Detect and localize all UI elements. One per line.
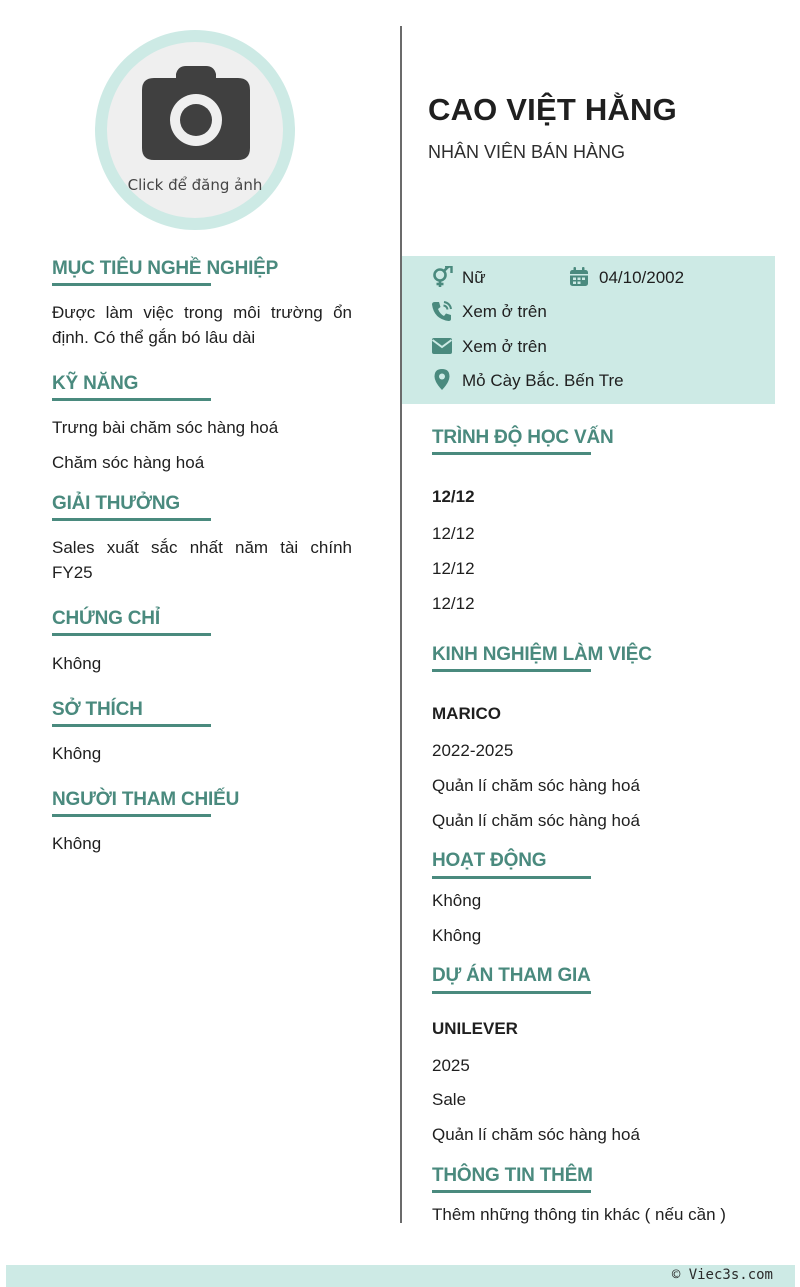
column-divider [400, 26, 402, 1223]
objective-heading: MỤC TIÊU NGHỀ NGHIỆP [52, 258, 279, 279]
photo-caption: Click để đăng ảnh [127, 176, 263, 194]
email-icon [431, 335, 453, 357]
full-name: CAO VIỆT HẰNG [428, 92, 677, 127]
address-value: Mỏ Cày Bắc. Bến Tre [462, 371, 624, 390]
education-school: 12/12 [432, 487, 475, 506]
objective-text: Được làm việc trong môi trường ổn định. Có thể gắn bó lâu dài [52, 303, 352, 347]
certificates-text: Không [52, 654, 102, 673]
contact-panel [402, 256, 775, 404]
camera-icon [142, 66, 250, 162]
location-icon [431, 368, 453, 390]
skill-item: Chăm sóc hàng hoá [52, 453, 205, 472]
avatar-photo [95, 30, 295, 230]
section-underline [52, 814, 211, 817]
references-heading: NGƯỜI THAM CHIẾU [52, 789, 240, 810]
education-line: 12/12 [432, 559, 475, 578]
section-underline [432, 876, 591, 879]
project-role: Sale [432, 1090, 467, 1109]
experience-period: 2022-2025 [432, 741, 514, 760]
education-line: 12/12 [432, 594, 475, 613]
activity-line: Không [432, 891, 482, 910]
gender-icon [431, 266, 453, 288]
project-name: UNILEVER [432, 1019, 518, 1038]
section-underline [52, 283, 211, 286]
calendar-icon [568, 266, 590, 288]
section-underline [52, 633, 211, 636]
references-text: Không [52, 834, 102, 853]
photo-upload-area[interactable] [107, 42, 283, 218]
phone-value: Xem ở trên [462, 302, 547, 321]
activities-heading: HOẠT ĐỘNG [432, 850, 547, 871]
skills-heading: KỸ NĂNG [52, 373, 139, 394]
experience-heading: KINH NGHIỆM LÀM VIỆC [432, 644, 652, 665]
activity-line: Không [432, 926, 482, 945]
project-year: 2025 [432, 1056, 470, 1075]
birthday-value: 04/10/2002 [599, 268, 685, 287]
email-value: Xem ở trên [462, 337, 547, 356]
certificates-heading: CHỨNG CHỈ [52, 608, 160, 629]
phone-icon [431, 300, 453, 322]
section-underline [432, 669, 591, 672]
skill-item: Trưng bài chăm sóc hàng hoá [52, 418, 279, 437]
section-underline [432, 1190, 591, 1193]
awards-heading: GIẢI THƯỞNG [52, 493, 180, 514]
section-underline [52, 518, 211, 521]
additional-text: Thêm những thông tin khác ( nếu cần ) [432, 1205, 726, 1224]
education-heading: TRÌNH ĐỘ HỌC VẤN [432, 427, 614, 448]
hobbies-text: Không [52, 744, 102, 763]
section-underline [432, 991, 591, 994]
gender-value: Nữ [462, 268, 486, 287]
job-title: NHÂN VIÊN BÁN HÀNG [428, 142, 626, 162]
section-underline [432, 452, 591, 455]
projects-heading: DỰ ÁN THAM GIA [432, 965, 591, 986]
education-line: 12/12 [432, 524, 475, 543]
section-underline [52, 398, 211, 401]
experience-line: Quản lí chăm sóc hàng hoá [432, 811, 640, 830]
awards-text: Sales xuất sắc nhất năm tài chính FY25 [52, 538, 352, 582]
experience-line: Quản lí chăm sóc hàng hoá [432, 776, 640, 795]
section-underline [52, 724, 211, 727]
experience-company: MARICO [432, 704, 501, 723]
footer [6, 1265, 795, 1287]
project-description: Quản lí chăm sóc hàng hoá [432, 1125, 640, 1144]
additional-heading: THÔNG TIN THÊM [432, 1165, 593, 1186]
footer-credit: © Viec3s.com [671, 1267, 773, 1283]
hobbies-heading: SỞ THÍCH [52, 699, 143, 720]
